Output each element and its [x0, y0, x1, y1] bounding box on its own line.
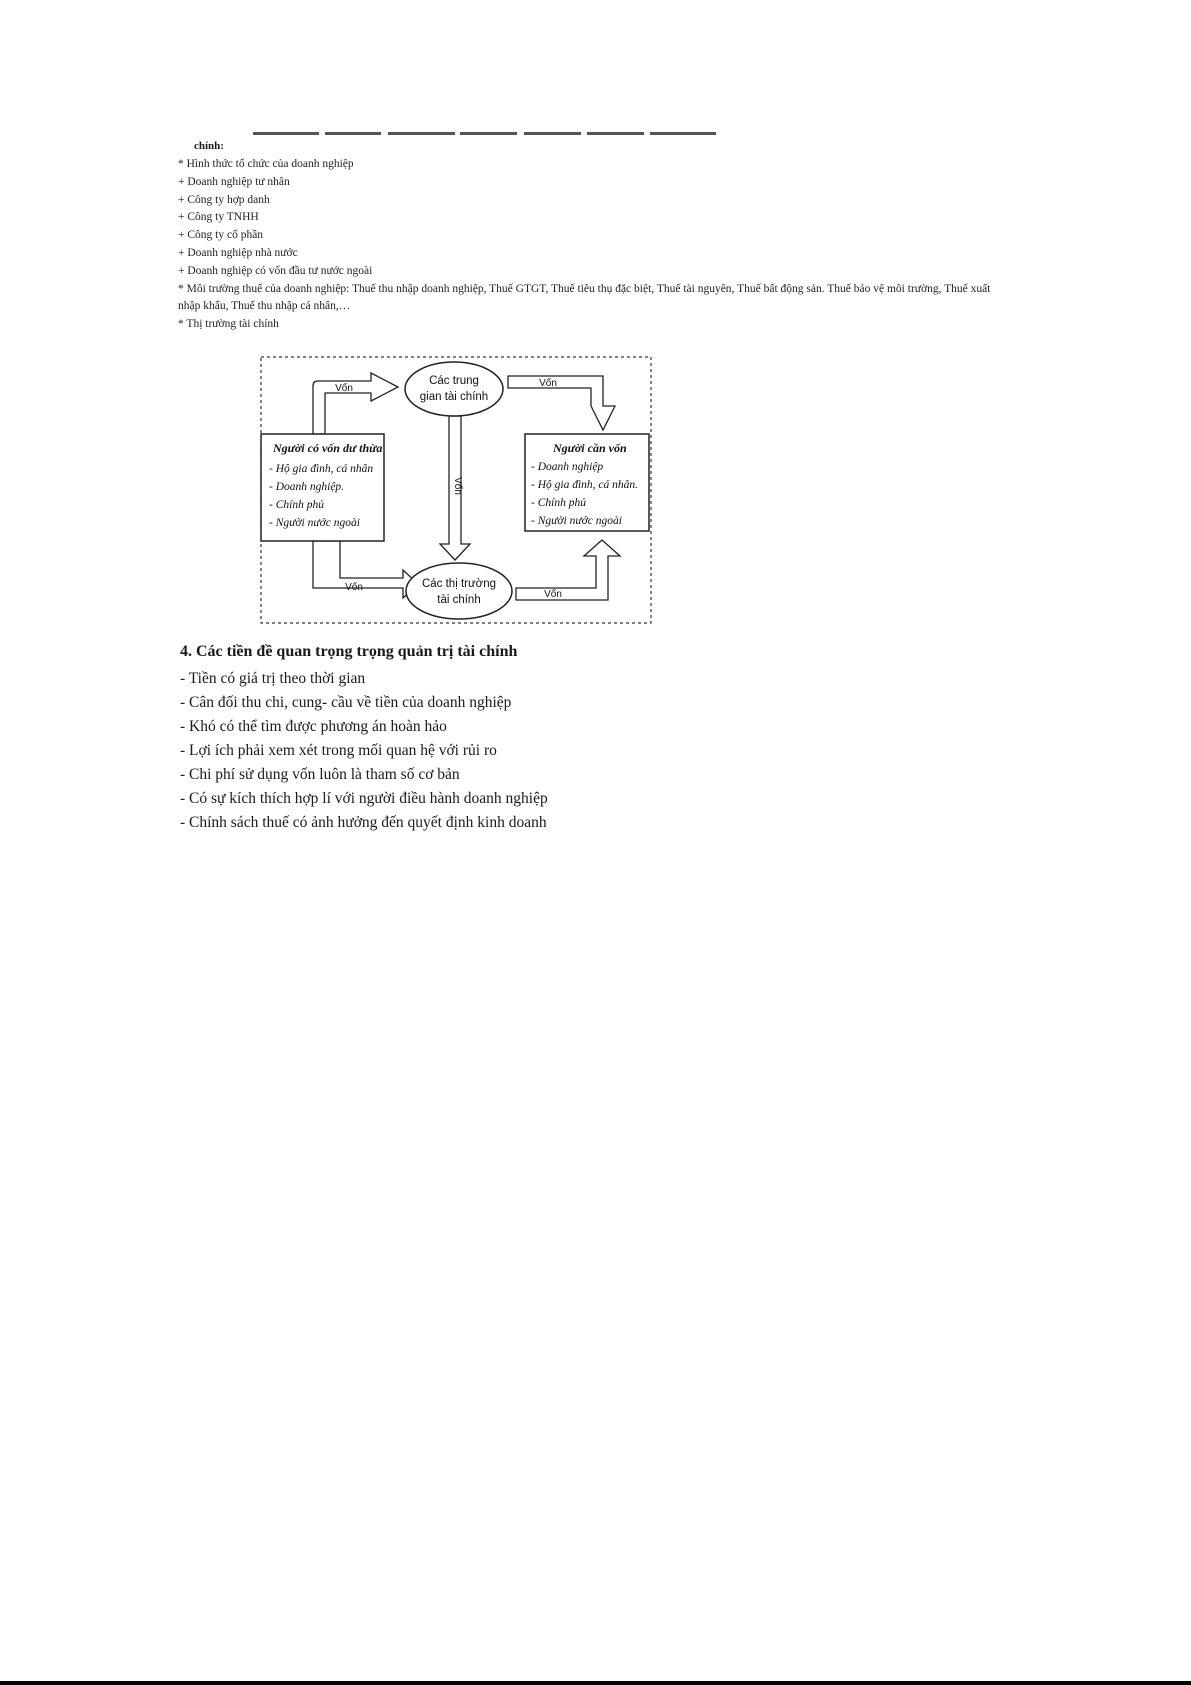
underline-segment — [253, 132, 319, 135]
financial-market-diagram — [258, 356, 654, 626]
section-heading: 4. Các tiền đề quan trọng trọng quản trị tài chính — [180, 643, 518, 660]
underline-segment — [524, 132, 581, 135]
underline-segment — [325, 132, 381, 135]
markets-label-2: tài chính — [437, 594, 481, 606]
intermediaries-ellipse — [405, 362, 503, 416]
surplus-item: - Chính phủ — [269, 499, 324, 511]
capital-label: Vốn — [539, 378, 557, 389]
list-item: + Công ty hợp danh — [178, 193, 270, 206]
list-item: * Hình thức tổ chức của doanh nghiệp — [178, 158, 354, 170]
capital-label: Vốn — [345, 582, 363, 593]
capital-label: Vốn — [335, 383, 353, 394]
underline-segment — [650, 132, 716, 135]
needs-item: - Người nước ngoài — [531, 515, 622, 527]
list-item: + Doanh nghiệp nhà nước — [178, 246, 298, 259]
underline-segment — [587, 132, 644, 135]
premise-item: - Lợi ích phải xem xét trong mối quan hệ với rủi ro — [180, 742, 497, 759]
premise-item: - Có sự kích thích hợp lí với người điều hành doanh nghiệp — [180, 790, 548, 807]
list-item: * Môi trường thuế của doanh nghiệp: Thuế thu nhập doanh nghiệp, Thuế GTGT, Thuế tiêu thụ đặc biệt, Thuế tài nguyên, Thuế bất động sản. Thuế bảo vệ môi trường, Thuế xuất nhập khẩu, Thuế thu nhập cá nhân,… — [178, 282, 991, 313]
needs-item: - Chính phủ — [531, 497, 586, 509]
list-item: * Thị trường tài chính — [178, 318, 279, 331]
underline-segment — [388, 132, 455, 135]
intermediaries-label-1: Các trung — [429, 375, 479, 387]
arrow-intermediaries-to-needs — [508, 376, 615, 430]
needs-item: - Hộ gia đình, cá nhân. — [531, 479, 639, 491]
arrow-surplus-to-markets — [313, 541, 418, 598]
intermediaries-label-2: gian tài chính — [419, 391, 489, 403]
arrow-surplus-to-intermediaries — [313, 373, 398, 434]
list-item: + Công ty cổ phần — [178, 229, 264, 242]
arrow-markets-to-needs — [516, 540, 620, 600]
capital-label: Vốn — [452, 477, 463, 495]
premise-item: - Khó có thể tìm được phương án hoàn hảo — [180, 718, 447, 735]
markets-ellipse — [406, 563, 512, 619]
flow-diagram-svg — [258, 356, 654, 626]
surplus-item: - Doanh nghiệp. — [269, 481, 345, 493]
markets-label-1: Các thị trường — [421, 578, 497, 590]
premise-item: - Chi phí sử dụng vốn luôn là tham số cơ bản — [180, 766, 460, 783]
premise-item: - Chính sách thuế có ảnh hưởng đến quyết định kinh doanh — [180, 814, 547, 831]
list-item: + Công ty TNHH — [178, 211, 259, 224]
page-bottom-border — [0, 1681, 1191, 1685]
business-environment-list — [178, 156, 998, 334]
premise-item: - Tiền có giá trị theo thời gian — [180, 670, 366, 687]
section-4 — [180, 641, 880, 835]
underline-segment — [460, 132, 517, 135]
needs-item: - Doanh nghiệp — [531, 461, 604, 473]
premise-item: - Cân đối thu chi, cung- cầu về tiền của doanh nghiệp — [180, 694, 512, 711]
list-item: + Doanh nghiệp có vốn đầu tư nước ngoài — [178, 264, 373, 277]
heading-fragment: chính: — [194, 140, 224, 152]
list-item: + Doanh nghiệp tư nhân — [178, 175, 290, 188]
capital-label: Vốn — [544, 589, 562, 600]
needs-title: Người cần vốn — [553, 441, 627, 455]
surplus-item: - Người nước ngoài — [269, 517, 360, 529]
surplus-title: Người có vốn dư thừa — [273, 441, 383, 455]
surplus-item: - Hộ gia đình, cá nhân — [269, 463, 374, 475]
